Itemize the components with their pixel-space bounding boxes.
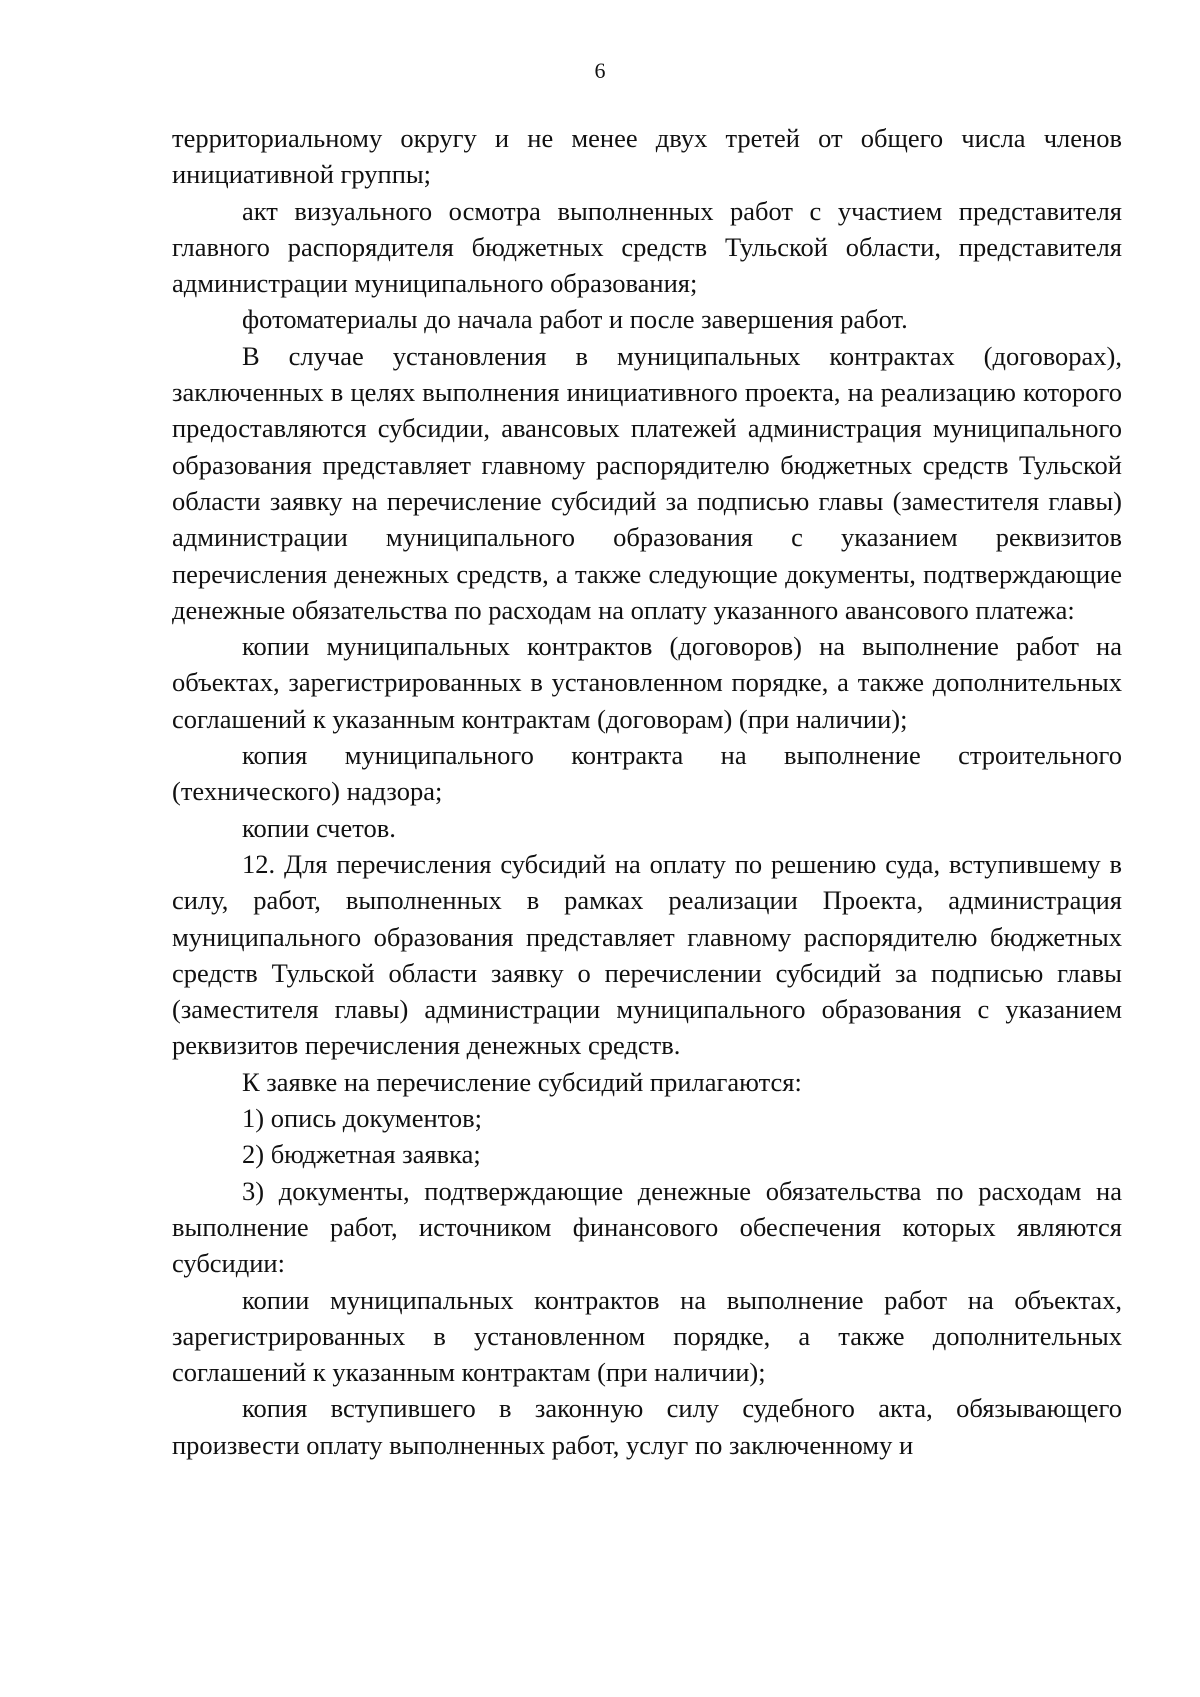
- paragraph: копия муниципального контракта на выполнение строительного (технического) надзора;: [172, 740, 1122, 807]
- paragraph: копии счетов.: [242, 812, 396, 843]
- paragraph: акт визуального осмотра выполненных работ с участием представителя главного распорядителя бюджетных средств Тульской области, представителя администрации муниципального образования;: [172, 195, 1122, 299]
- paragraph: 12. Для перечисления субсидий на оплату по решению суда, вступившему в силу, работ, выполненных в рамках реализации Проекта, администрация муниципального образования представляет главному распорядителю бюджетных средств Тульской области заявку о перечислении субсидий за подписью главы (заместителя главы) администрации муниципального образования с указанием реквизитов перечисления денежных средств.: [172, 848, 1122, 1061]
- paragraph: копия вступившего в законную силу судебного акта, обязывающего произвести оплату выполненных работ, услуг по заключенному и: [172, 1393, 1122, 1460]
- paragraph: копии муниципальных контрактов на выполнение работ на объектах, зарегистрированных в установленном порядке, а также дополнительных соглашений к указанным контрактам (при наличии);: [172, 1284, 1122, 1388]
- paragraph: 2) бюджетная заявка;: [242, 1139, 481, 1170]
- document-body: [172, 120, 1122, 1463]
- page-number: 6: [594, 58, 606, 83]
- paragraph: копии муниципальных контрактов (договоров) на выполнение работ на объектах, зарегистрированных в установленном порядке, а также дополнительных соглашений к указанным контрактам (договорам) (при наличии);: [172, 631, 1122, 734]
- paragraph: 1) опись документов;: [242, 1103, 482, 1134]
- paragraph: 3) документы, подтверждающие денежные обязательства по расходам на выполнение работ, источником финансового обеспечения которых являются субсидии:: [172, 1175, 1122, 1279]
- paragraph: К заявке на перечисление субсидий прилагаются:: [242, 1066, 802, 1097]
- paragraph: В случае установления в муниципальных контрактах (договорах), заключенных в целях выполнения инициативного проекта, на реализацию которого предоставляются субсидии, авансовых платежей администрация муниципального образования представляет главному распорядителю бюджетных средств Тульской области заявку на перечисление субсидий за подписью главы (заместителя главы) администрации муниципального образования с указанием реквизитов перечисления денежных средств, а также следующие документы, подтверждающие денежные обязательства по расходам на оплату указанного авансового платежа:: [172, 340, 1122, 625]
- paragraph: фотоматериалы до начала работ и после завершения работ.: [242, 304, 908, 335]
- paragraph: территориальному округу и не менее двух третей от общего числа членов инициативной группы;: [172, 123, 1122, 190]
